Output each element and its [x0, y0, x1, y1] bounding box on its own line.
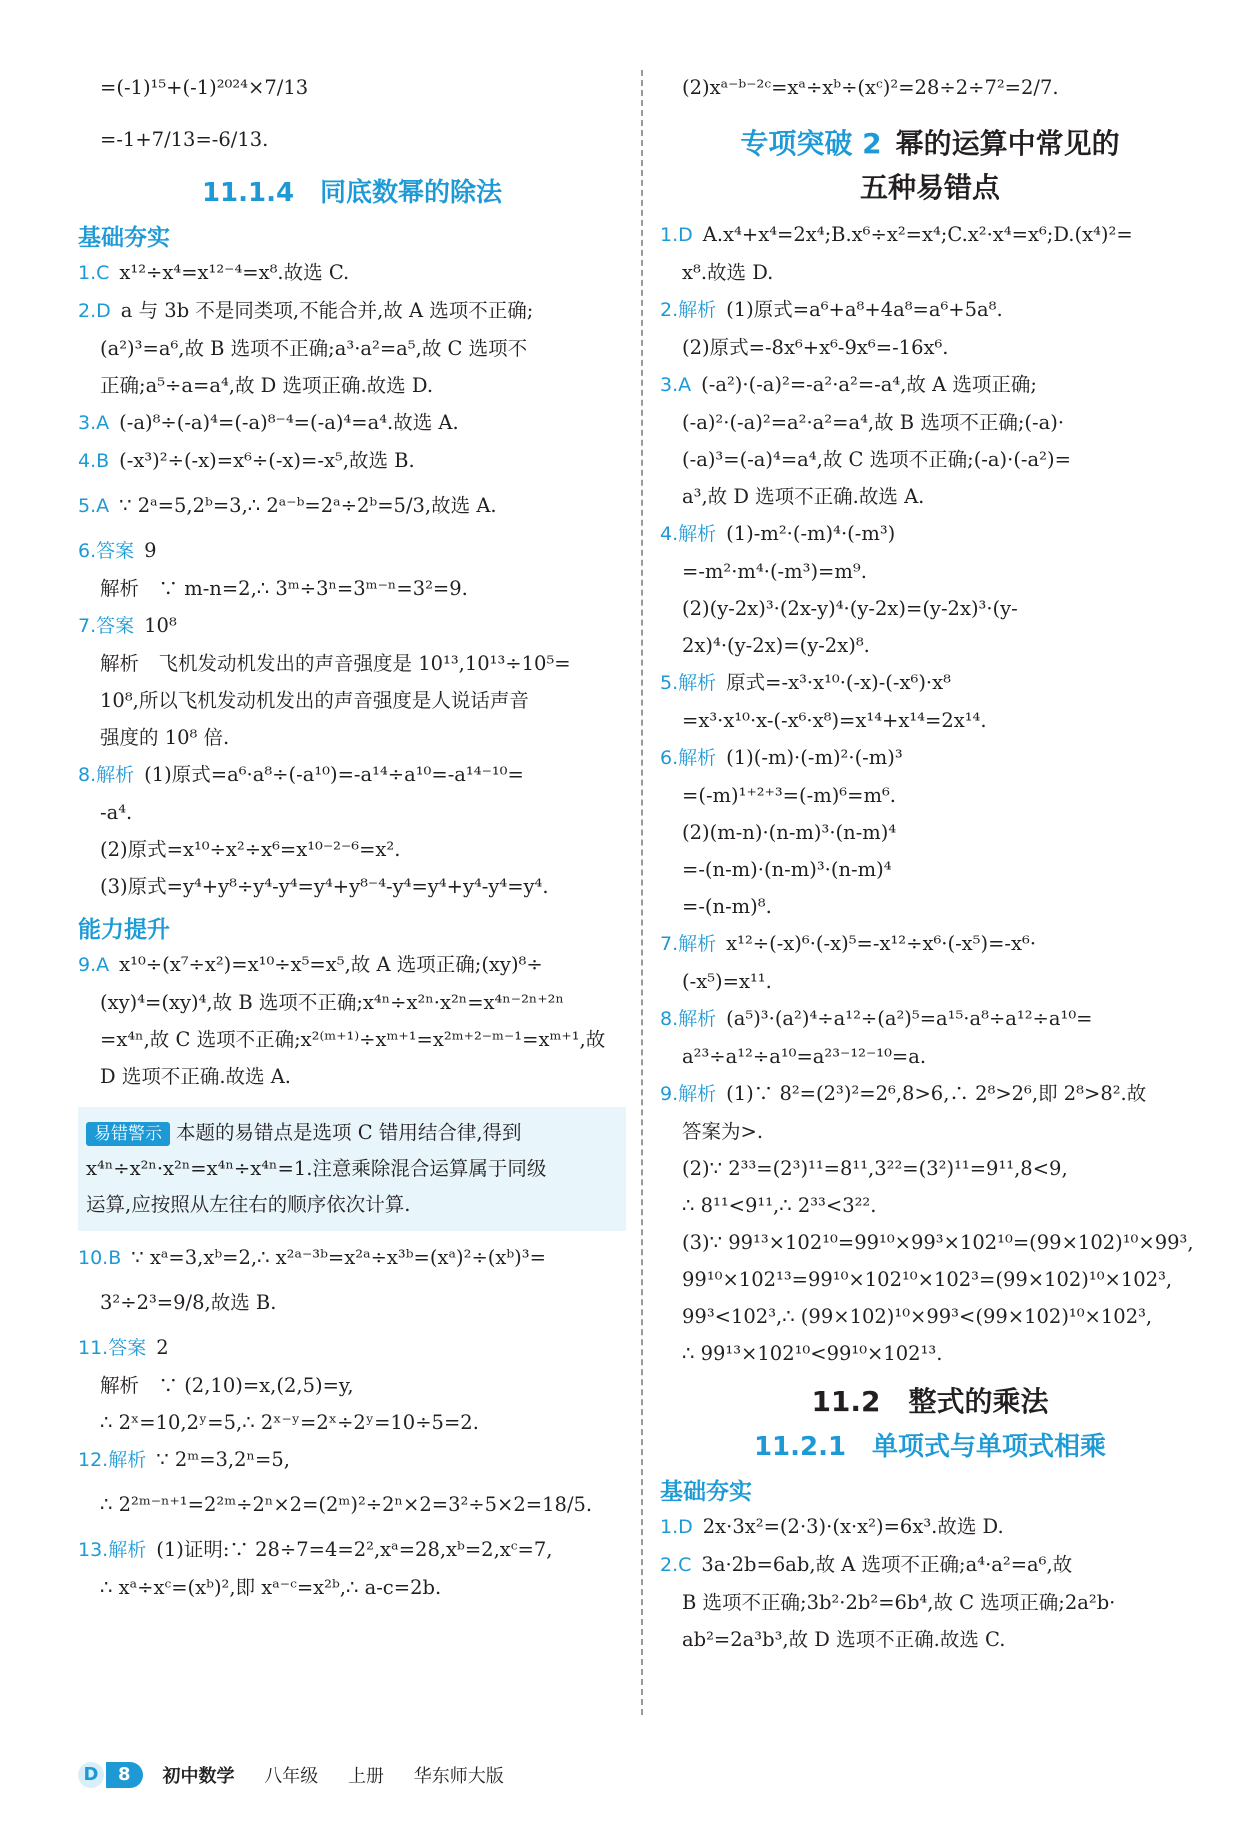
- item-text: (-a)⁸÷(-a)⁴=(-a)⁸⁻⁴=(-a)⁴=a⁴.故选 A.: [119, 411, 459, 434]
- text-line: 解析 ∵ m-n=2,∴ 3ᵐ÷3ⁿ=3ᵐ⁻ⁿ=3²=9.: [100, 577, 468, 600]
- text-line: (2)(y-2x)³·(2x-y)⁴·(y-2x)=(y-2x)³·(y-: [682, 597, 1018, 620]
- text-line: =x³·x¹⁰·x-(-x⁶·x⁸)=x¹⁴+x¹⁴=2x¹⁴.: [682, 709, 987, 732]
- text-line: (-x⁵)=x¹¹.: [682, 970, 772, 993]
- text-line: 10⁸,所以飞机发动机发出的声音强度是人说话声音: [100, 689, 529, 712]
- book-info: [163, 1762, 528, 1788]
- book-grade: 八年级: [264, 1766, 319, 1787]
- item-number: 7.答案: [78, 615, 135, 637]
- text-line: (2)(m-n)·(n-m)³·(n-m)⁴: [682, 821, 897, 844]
- text-line: (xy)⁴=(xy)⁴,故 B 选项不正确;x⁴ⁿ÷x²ⁿ·x²ⁿ=x⁴ⁿ⁻²ⁿ⁺²ⁿ: [100, 991, 564, 1014]
- text-line: =-m²·m⁴·(-m³)=m⁹.: [682, 560, 867, 583]
- text-line: 3²÷2³=9/8,故选 B.: [100, 1291, 277, 1314]
- item-text: (a⁵)³·(a²)⁴÷a¹²÷(a²)⁵=a¹⁵·a⁸÷a¹²÷a¹⁰=: [726, 1007, 1093, 1030]
- answer-item: [78, 946, 626, 984]
- item-text: (-x³)²÷(-x)=x⁶÷(-x)=-x⁵,故选 B.: [119, 449, 415, 472]
- text-line: =-(n-m)⁸.: [682, 895, 772, 918]
- item-text: ∵ 2ᵃ=5,2ᵇ=3,∴ 2ᵃ⁻ᵇ=2ᵃ÷2ᵇ=5/3,故选 A.: [119, 494, 497, 517]
- text-line: =-1+7/13=-6/13.: [100, 128, 269, 151]
- item-text: (1)-m²·(-m)⁴·(-m³): [726, 522, 896, 545]
- item-text: (1)原式=a⁶·a⁸÷(-a¹⁰)=-a¹⁴÷a¹⁰=-a¹⁴⁻¹⁰=: [144, 763, 524, 786]
- text-line: ∴ 99¹³×102¹⁰<99¹⁰×102¹³.: [682, 1342, 943, 1365]
- answer-item: [660, 1000, 1200, 1038]
- item-text: (-a²)·(-a)²=-a²·a²=-a⁴,故 A 选项正确;: [701, 373, 1037, 396]
- text-line: 2x)⁴·(y-2x)=(y-2x)⁸.: [682, 634, 870, 657]
- text-line: (2)原式=-8x⁶+x⁶-9x⁶=-16x⁶.: [682, 336, 949, 359]
- item-number: 4.B: [78, 450, 110, 472]
- item-number: 9.解析: [660, 1083, 717, 1105]
- item-number: 4.解析: [660, 523, 717, 545]
- item-text: 原式=-x³·x¹⁰·(-x)-(-x⁶)·x⁸: [726, 671, 951, 694]
- item-number: 12.解析: [78, 1449, 147, 1471]
- item-number: 6.解析: [660, 747, 717, 769]
- text-line: a²³÷a¹²÷a¹⁰=a²³⁻¹²⁻¹⁰=a.: [682, 1045, 927, 1068]
- item-text: 2: [156, 1336, 169, 1359]
- text-line: (a²)³=a⁶,故 B 选项不正确;a³·a²=a⁵,故 C 选项不: [100, 337, 528, 360]
- item-text: a 与 3b 不是同类项,不能合并,故 A 选项不正确;: [120, 299, 534, 322]
- answer-item: [78, 1329, 626, 1367]
- item-text: x¹²÷(-x)⁶·(-x)⁵=-x¹²÷x⁶·(-x⁵)=-x⁶·: [726, 932, 1037, 955]
- text-line: (-a)²·(-a)²=a²·a²=a⁴,故 B 选项不正确;(-a)·: [682, 411, 1065, 434]
- item-number: 1.D: [660, 224, 693, 246]
- answer-item: [78, 254, 626, 292]
- answer-item: [78, 480, 626, 532]
- item-text: (1)原式=a⁶+a⁸+4a⁸=a⁶+5a⁸.: [726, 298, 1003, 321]
- item-number: 11.答案: [78, 1337, 147, 1359]
- answer-item: [660, 1075, 1200, 1113]
- item-text: 9: [144, 539, 157, 562]
- answer-item: [660, 739, 1200, 777]
- answer-item: [78, 1531, 626, 1569]
- warning-text: 本题的易错点是选项 C 错用结合律,得到: [176, 1121, 522, 1144]
- book-edition: 华东师大版: [413, 1766, 504, 1787]
- text-line: B 选项不正确;3b²·2b²=6b⁴,故 C 选项正确;2a²b·: [682, 1591, 1116, 1614]
- warning-text: x⁴ⁿ÷x²ⁿ·x²ⁿ=x⁴ⁿ÷x⁴ⁿ=1.注意乘除混合运算属于同级: [86, 1157, 547, 1180]
- answer-item: [78, 1239, 626, 1277]
- special-topic-label: 专项突破 2: [740, 127, 882, 160]
- item-number: 1.C: [78, 262, 110, 284]
- answer-item: [660, 1508, 1200, 1546]
- text-line: (3)∵ 99¹³×102¹⁰=99¹⁰×99³×102¹⁰=(99×102)¹⁰×99³,: [682, 1231, 1194, 1254]
- error-warning-box: [78, 1107, 626, 1231]
- item-number: 5.解析: [660, 672, 717, 694]
- item-number: 13.解析: [78, 1539, 147, 1561]
- item-number: 5.A: [78, 495, 110, 517]
- answer-item: [78, 404, 626, 442]
- item-number: 3.A: [660, 374, 692, 396]
- item-number: 2.D: [78, 300, 111, 322]
- section-title: 11.2.1 单项式与单项式相乘: [753, 1432, 1107, 1462]
- answer-item: [78, 1441, 626, 1479]
- text-line: D 选项不正确.故选 A.: [100, 1065, 292, 1088]
- item-text: x¹²÷x⁴=x¹²⁻⁴=x⁸.故选 C.: [119, 261, 350, 284]
- item-number: 3.A: [78, 412, 110, 434]
- text-line: a³,故 D 选项不正确.故选 A.: [682, 485, 925, 508]
- page-footer: [78, 1762, 528, 1788]
- column-divider: [641, 70, 643, 1715]
- chapter-title: 11.2 整式的乘法: [811, 1385, 1049, 1418]
- subsection-heading: 能力提升: [78, 917, 170, 943]
- text-line: =(-m)¹⁺²⁺³=(-m)⁶=m⁶.: [682, 784, 896, 807]
- text-line: 解析 飞机发动机发出的声音强度是 10¹³,10¹³÷10⁵=: [100, 652, 571, 675]
- item-number: 10.B: [78, 1247, 122, 1269]
- answer-item: [660, 1546, 1200, 1584]
- answer-item: [78, 532, 626, 570]
- item-text: x¹⁰÷(x⁷÷x²)=x¹⁰÷x⁵=x⁵,故 A 选项正确;(xy)⁸÷: [119, 953, 543, 976]
- item-text: (1)证明:∵ 28÷7=4=2²,xᵃ=28,xᵇ=2,xᶜ=7,: [156, 1538, 553, 1561]
- answer-item: [78, 442, 626, 480]
- item-text: (1)∵ 8²=(2³)²=2⁶,8>6,∴ 2⁸>2⁶,即 2⁸>8².故: [726, 1082, 1147, 1105]
- text-line: ∴ 2ˣ=10,2ʸ=5,∴ 2ˣ⁻ʸ=2ˣ÷2ʸ=10÷5=2.: [100, 1411, 479, 1434]
- special-topic-title-line1: 幂的运算中常见的: [895, 127, 1120, 160]
- section-title: 11.1.4 同底数幂的除法: [201, 178, 503, 208]
- text-line: 99¹⁰×102¹³=99¹⁰×102¹⁰×102³=(99×102)¹⁰×102³,: [682, 1268, 1173, 1291]
- answer-item: [660, 925, 1200, 963]
- answer-item: [660, 216, 1200, 254]
- answer-item: [660, 664, 1200, 702]
- item-number: 7.解析: [660, 933, 717, 955]
- text-line: =x⁴ⁿ,故 C 选项不正确;x²⁽ᵐ⁺¹⁾÷xᵐ⁺¹=x²ᵐ⁺²⁻ᵐ⁻¹=xᵐ⁺¹,故: [100, 1028, 606, 1051]
- text-line: 强度的 10⁸ 倍.: [100, 726, 230, 749]
- text-line: 正确;a⁵÷a=a⁴,故 D 选项正确.故选 D.: [100, 374, 434, 397]
- warning-badge: 易错警示: [86, 1122, 170, 1146]
- item-number: 6.答案: [78, 540, 135, 562]
- special-topic-title-line2: 五种易错点: [859, 171, 1000, 204]
- text-line: 答案为>.: [682, 1120, 764, 1143]
- footer-badge: D: [78, 1762, 104, 1788]
- item-text: ∵ xᵃ=3,xᵇ=2,∴ x²ᵃ⁻³ᵇ=x²ᵃ÷x³ᵇ=(xᵃ)²÷(xᵇ)³=: [131, 1246, 546, 1269]
- text-line: -a⁴.: [100, 801, 133, 824]
- text-line: ∴ xᵃ÷xᶜ=(xᵇ)²,即 xᵃ⁻ᶜ=x²ᵇ,∴ a-c=2b.: [100, 1576, 442, 1599]
- item-number: 8.解析: [78, 764, 135, 786]
- text-line: (2)原式=x¹⁰÷x²÷x⁶=x¹⁰⁻²⁻⁶=x².: [100, 838, 401, 861]
- page-number: 8: [106, 1762, 143, 1788]
- text-line: ∴ 2²ᵐ⁻ⁿ⁺¹=2²ᵐ÷2ⁿ×2=(2ᵐ)²÷2ⁿ×2=3²÷5×2=18/5.: [100, 1493, 593, 1516]
- right-column: [660, 62, 1200, 1658]
- warning-text: 运算,应按照从左往右的顺序依次计算.: [86, 1193, 411, 1216]
- text-line: =(-1)¹⁵+(-1)²⁰²⁴×7/13: [100, 76, 309, 99]
- item-number: 9.A: [78, 954, 110, 976]
- item-number: 8.解析: [660, 1008, 717, 1030]
- item-text: 2x·3x²=(2·3)·(x·x²)=6x³.故选 D.: [702, 1515, 1004, 1538]
- book-volume: 上册: [348, 1766, 384, 1787]
- subsection-heading: 基础夯实: [78, 225, 170, 251]
- item-text: 3a·2b=6ab,故 A 选项不正确;a⁴·a²=a⁶,故: [701, 1553, 1073, 1576]
- item-number: 2.C: [660, 1554, 692, 1576]
- answer-item: [660, 366, 1200, 404]
- subsection-heading: 基础夯实: [660, 1479, 752, 1505]
- item-text: A.x⁴+x⁴=2x⁴;B.x⁶÷x²=x⁴;C.x²·x⁴=x⁶;D.(x⁴)²=: [702, 223, 1133, 246]
- text-line: 解析 ∵ (2,10)=x,(2,5)=y,: [100, 1374, 354, 1397]
- special-topic-title: [660, 122, 1200, 210]
- answer-item: [660, 515, 1200, 553]
- left-column: [78, 62, 626, 1606]
- item-number: 1.D: [660, 1516, 693, 1538]
- answer-item: [78, 756, 626, 794]
- text-line: x⁸.故选 D.: [682, 261, 774, 284]
- text-line: (2)xᵃ⁻ᵇ⁻²ᶜ=xᵃ÷xᵇ÷(xᶜ)²=28÷2÷7²=2/7.: [682, 76, 1059, 99]
- text-line: (3)原式=y⁴+y⁸÷y⁴-y⁴=y⁴+y⁸⁻⁴-y⁴=y⁴+y⁴-y⁴=y⁴.: [100, 875, 549, 898]
- answer-item: [78, 607, 626, 645]
- answer-item: [660, 291, 1200, 329]
- answer-item: [78, 292, 626, 330]
- item-text: ∵ 2ᵐ=3,2ⁿ=5,: [156, 1448, 290, 1471]
- item-number: 2.解析: [660, 299, 717, 321]
- text-line: (-a)³=(-a)⁴=a⁴,故 C 选项不正确;(-a)·(-a²)=: [682, 448, 1071, 471]
- text-line: ∴ 8¹¹<9¹¹,∴ 2³³<3²².: [682, 1194, 877, 1217]
- text-line: (2)∵ 2³³=(2³)¹¹=8¹¹,3²²=(3²)¹¹=9¹¹,8<9,: [682, 1157, 1068, 1180]
- text-line: ab²=2a³b³,故 D 选项不正确.故选 C.: [682, 1628, 1006, 1651]
- book-subject: 初中数学: [162, 1766, 235, 1787]
- text-line: =-(n-m)·(n-m)³·(n-m)⁴: [682, 858, 892, 881]
- item-text: 10⁸: [144, 614, 177, 637]
- text-line: 99³<102³,∴ (99×102)¹⁰×99³<(99×102)¹⁰×102³,: [682, 1305, 1153, 1328]
- item-text: (1)(-m)·(-m)²·(-m)³: [726, 746, 903, 769]
